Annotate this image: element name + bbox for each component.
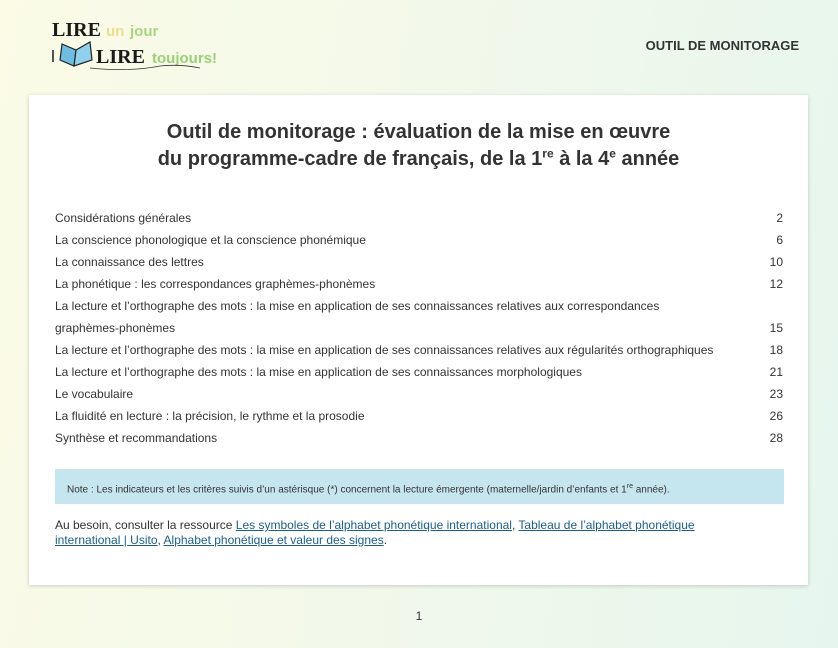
period: . — [383, 533, 388, 547]
logo — [50, 16, 240, 72]
note-sup: re — [626, 483, 633, 490]
toc-label: La fluidité en lecture : la précision, le rythme et la prosodie — [55, 409, 365, 423]
title-line-1: Outil de monitorage : évaluation de la mise en œuvre — [166, 121, 671, 143]
page-number: 1 — [415, 609, 423, 623]
note-box — [55, 469, 784, 504]
table-of-contents — [55, 207, 783, 449]
title-sup: e — [609, 146, 616, 161]
toc-entry — [55, 207, 783, 229]
toc-entry — [55, 251, 783, 273]
toc-label: La connaissance des lettres — [55, 255, 204, 269]
toc-entry — [55, 273, 783, 295]
document-tag: OUTIL DE MONITORAGE — [645, 38, 799, 53]
toc-entry — [55, 361, 783, 383]
note-text: Note : Les indicateurs et les critères suivis d’un astérisque (*) concernent la lecture émergente (maternelle/jardin d’enfants et 1 — [67, 484, 627, 496]
toc-page: 2 — [776, 211, 783, 225]
toc-label: La conscience phonologique et la conscience phonémique — [55, 233, 366, 247]
toc-label: Le vocabulaire — [55, 387, 134, 401]
title-line-2-end: année — [615, 148, 680, 170]
toc-page: 6 — [776, 233, 783, 247]
svg-text:LIRE: LIRE — [96, 46, 145, 68]
toc-entry — [55, 383, 783, 405]
svg-text:toujours!: toujours! — [152, 50, 217, 67]
toc-label: Synthèse et recommandations — [55, 431, 218, 445]
toc-page: 12 — [769, 277, 783, 291]
toc-label: Considérations générales — [55, 211, 192, 225]
toc-label: La lecture et l’orthographe des mots : la mise en application de ses connaissances relatives aux correspondances — [55, 299, 660, 313]
resources-paragraph — [55, 518, 748, 548]
svg-text:jour: jour — [130, 23, 159, 40]
toc-entry — [55, 317, 783, 339]
toc-label: La lecture et l’orthographe des mots : la mise en application de ses connaissances morphologiques — [55, 365, 582, 379]
separator: , — [511, 518, 519, 532]
link-ipa-symbols[interactable]: Les symboles de l’alphabet phonétique international — [235, 518, 512, 532]
toc-page: 28 — [769, 431, 783, 445]
toc-label: La lecture et l’orthographe des mots : la mise en application de ses connaissances relatives aux régularités orthographiques — [55, 343, 714, 357]
toc-page: 23 — [769, 387, 783, 401]
document-page — [29, 95, 808, 585]
toc-page: 21 — [769, 365, 783, 379]
link-usito-table[interactable]: Tableau de l’alphabet phonétique international | Usito — [55, 518, 695, 547]
toc-page: 10 — [769, 255, 783, 269]
toc-entry — [55, 427, 783, 449]
toc-page: 18 — [769, 343, 783, 357]
toc-entry — [55, 339, 783, 361]
resources-intro: Au besoin, consulter la ressource — [55, 518, 236, 532]
svg-text:un: un — [106, 23, 125, 40]
page-title — [29, 119, 808, 173]
toc-entry-line — [55, 295, 783, 317]
toc-label: La phonétique : les correspondances graphèmes-phonèmes — [55, 277, 376, 291]
toc-page: 15 — [769, 321, 783, 335]
separator: , — [157, 533, 164, 547]
link-phonetic-alphabet[interactable]: Alphabet phonétique et valeur des signes — [163, 533, 384, 547]
toc-entry — [55, 405, 783, 427]
toc-label: graphèmes-phonèmes — [55, 321, 176, 335]
title-line-2-mid: à la 4 — [553, 148, 610, 170]
toc-page: 26 — [769, 409, 783, 423]
title-sup: re — [542, 146, 554, 161]
title-line-2: du programme-cadre de français, de la 1 — [157, 148, 543, 170]
note-text-end: année). — [632, 484, 670, 496]
toc-entry — [55, 229, 783, 251]
svg-text:LIRE: LIRE — [52, 19, 101, 41]
